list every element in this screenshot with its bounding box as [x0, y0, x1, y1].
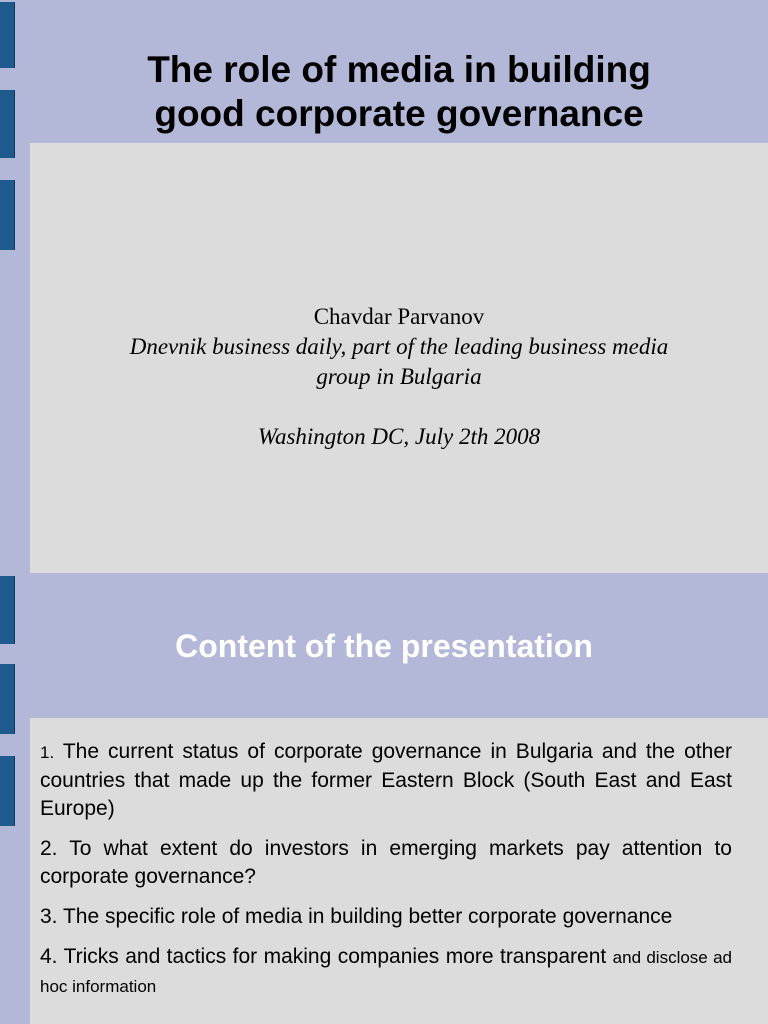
contents-box: [30, 718, 768, 1024]
accent-bar: [0, 756, 15, 826]
agenda-list: [40, 738, 732, 1013]
contents-slide: [0, 576, 768, 1024]
agenda-item-text: To what extent do investors in emerging markets pay attention to corporate governance?: [40, 837, 732, 888]
slide-title: [30, 48, 768, 136]
author-block: [30, 302, 768, 452]
agenda-item-number: 1.: [40, 743, 55, 762]
author-name: Chavdar Parvanov: [313, 304, 485, 329]
agenda-item-text: The specific role of media in building better corporate governance: [57, 905, 673, 928]
slide-title-line-1: The role of media in building: [147, 49, 651, 90]
section-title: Content of the presentation: [175, 628, 593, 664]
agenda-item-text: Tricks and tactics for making companies more transparent: [57, 945, 613, 968]
accent-bar: [0, 90, 15, 158]
event-location-date: Washington DC, July 2th 2008: [257, 424, 541, 449]
agenda-item-4: [40, 943, 732, 1001]
agenda-item-number: 3.: [40, 905, 58, 928]
agenda-item-2: [40, 835, 732, 891]
slide-title-line-2: good corporate governance: [154, 93, 644, 134]
agenda-item-3: [40, 903, 732, 931]
accent-bar: [0, 664, 15, 734]
title-content-box: [30, 143, 768, 573]
accent-bar: [0, 180, 15, 250]
affiliation-line-2: group in Bulgaria: [316, 364, 482, 389]
affiliation-line-1: Dnevnik business daily, part of the leading business media: [129, 334, 669, 359]
accent-bar: [0, 2, 15, 68]
agenda-item-1: [40, 738, 732, 823]
agenda-item-number: 2.: [40, 837, 58, 860]
agenda-item-text: The current status of corporate governance in Bulgaria and the other countries that made up the former Eastern Block (South East and East Europe): [40, 740, 732, 820]
spacer: [30, 392, 768, 422]
agenda-item-text-tail: and disclose ad hoc information: [40, 948, 732, 996]
agenda-item-number: 4.: [40, 945, 58, 968]
